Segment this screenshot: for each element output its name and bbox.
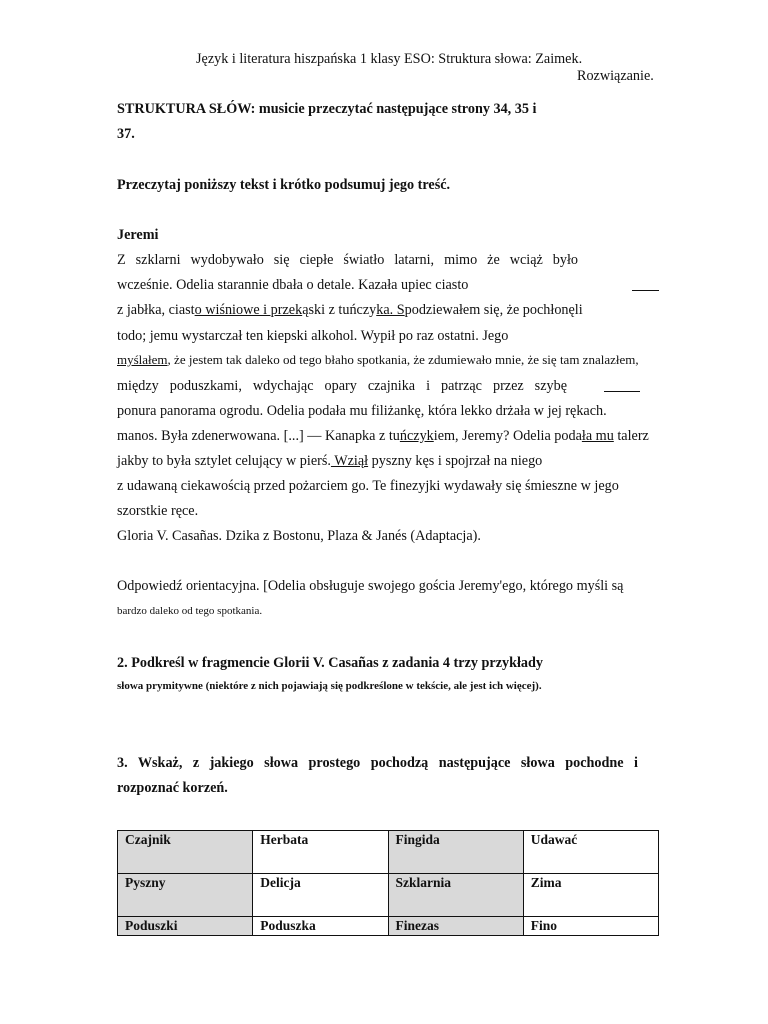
table-cell: Szklarnia: [388, 874, 523, 917]
table-cell: Pyszny: [118, 874, 253, 917]
passage-line-8: manos. Była zdenerwowana. [...] — Kanapka z tuńczykiem, Jeremy? Odelia podała mu talerz: [117, 428, 649, 444]
table-cell: Herbata: [253, 831, 388, 874]
passage-line-1: Z szklarni wydobywało się ciepłe światło latarni, mimo że wciąż było: [117, 252, 578, 268]
document-header-subtitle: Rozwiązanie.: [577, 68, 654, 84]
table-row: [118, 874, 659, 917]
passage-line-10: z udawaną ciekawością przed pożarciem go. Te finezyjki wydawały się śmieszne w jego: [117, 478, 619, 494]
table-cell: Fino: [523, 917, 658, 936]
passage-line-9: jakby to była sztylet celujący w pierś. Wziął pyszny kęs i spojrzał na niego: [117, 453, 543, 469]
task-read-instruction: Przeczytaj poniższy tekst i krótko podsumuj jego treść.: [117, 177, 451, 193]
task2-subheading: słowa prymitywne (niektóre z nich pojawiają się podkreślone w tekście, ale jest ich więcej).: [117, 680, 542, 692]
table-cell: Zima: [523, 874, 658, 917]
passage-line-11: szorstkie ręce.: [117, 503, 199, 519]
answer-blank-1: [632, 290, 659, 291]
task3-subheading: rozpoznać korzeń.: [117, 780, 228, 796]
section1-heading-line1: STRUKTURA SŁÓW: musicie przeczytać następujące strony 34, 35 i: [117, 101, 537, 117]
passage-line-6: między poduszkami, wdychając opary czajnika i patrząc przez szybę: [117, 378, 567, 394]
table-cell: Fingida: [388, 831, 523, 874]
table-cell: Poduszka: [253, 917, 388, 936]
task2-heading: 2. Podkreśl w fragmencie Glorii V. Casañas z zadania 4 trzy przykłady: [117, 655, 544, 671]
document-header-title: Język i literatura hiszpańska 1 klasy ESO: Struktura słowa: Zaimek.: [196, 51, 583, 67]
passage-title: Jeremi: [117, 227, 159, 243]
passage-line-2: wcześnie. Odelia starannie dbała o detale. Kazała upiec ciasto: [117, 277, 469, 293]
table-row: [118, 917, 659, 936]
passage-line-5: myślałem, że jestem tak daleko od tego błaho spotkania, że zdumiewało mnie, że się tam znalazłem,: [117, 352, 639, 367]
answer-line-2: bardzo daleko od tego spotkania.: [117, 605, 263, 617]
table-row: [118, 831, 659, 874]
passage-line-4: todo; jemu wystarczał ten kiepski alkohol. Wypił po raz ostatni. Jego: [117, 328, 509, 344]
passage-line-3: z jabłka, ciasto wiśniowe i przekąski z tuńczyka. Spodziewałem się, że pochłonęli: [117, 302, 583, 318]
table-cell: Udawać: [523, 831, 658, 874]
section1-heading-line2: 37.: [117, 126, 135, 142]
table-cell: Czajnik: [118, 831, 253, 874]
table-cell: Delicja: [253, 874, 388, 917]
word-table: [117, 830, 659, 936]
passage-source: Gloria V. Casañas. Dzika z Bostonu, Plaza & Janés (Adaptacja).: [117, 528, 481, 544]
task3-heading: 3. Wskaż, z jakiego słowa prostego pochodzą następujące słowa pochodne i: [117, 755, 638, 771]
table-cell: Finezas: [388, 917, 523, 936]
answer-line-1: Odpowiedź orientacyjna. [Odelia obsługuje swojego gościa Jeremy'ego, którego myśli są: [117, 578, 624, 594]
answer-blank-2: [604, 391, 640, 392]
table-cell: Poduszki: [118, 917, 253, 936]
passage-line-7: ponura panorama ogrodu. Odelia podała mu filiżankę, która lekko drżała w jej rękach.: [117, 403, 607, 419]
